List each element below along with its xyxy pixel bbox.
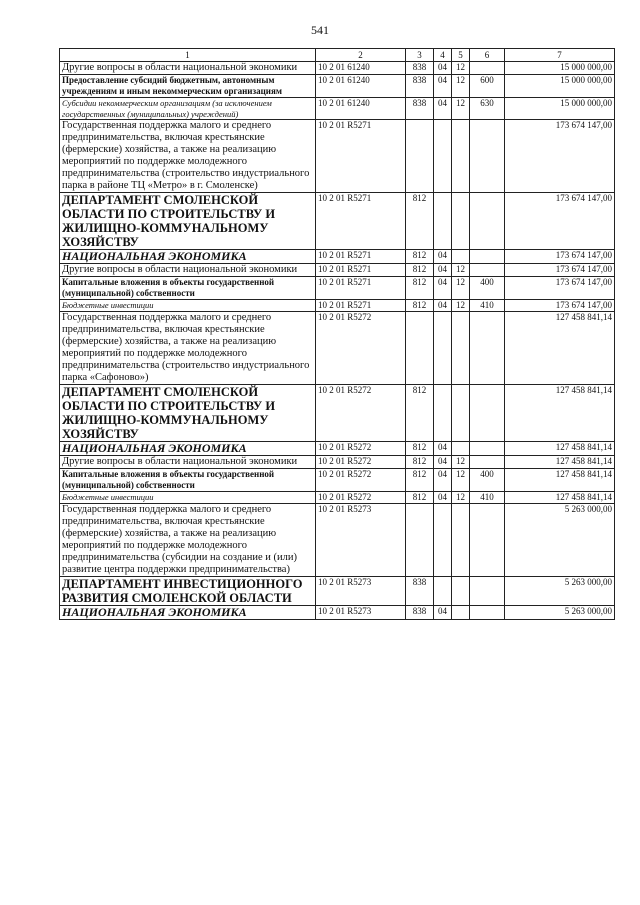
section-code-cell: 04 [434, 300, 452, 312]
amount-cell: 173 674 147,00 [505, 250, 615, 264]
grbs-code-cell: 812 [406, 277, 434, 300]
subsection-code-cell: 12 [452, 98, 470, 120]
subsection-code-cell [452, 250, 470, 264]
subsection-code-cell: 12 [452, 264, 470, 277]
amount-cell: 127 458 841,14 [505, 385, 615, 442]
grbs-code-cell: 838 [406, 75, 434, 98]
table-row [60, 277, 615, 300]
target-code-cell: 10 2 01 R5272 [316, 385, 406, 442]
expense-type-cell [470, 250, 505, 264]
target-code-cell: 10 2 01 R5271 [316, 193, 406, 250]
expenditure-name-cell: Государственная поддержка малого и среднего предпринимательства, включая крестьянские (фермерские) хозяйства, а также на реализацию мероприятий по поддержке молодежного предпринимательства (строительство индустриального парка «Сафоново») [60, 312, 316, 385]
amount-cell: 127 458 841,14 [505, 442, 615, 456]
expenditure-name-cell: НАЦИОНАЛЬНАЯ ЭКОНОМИКА [60, 606, 316, 620]
grbs-code-cell: 812 [406, 456, 434, 469]
grbs-code-cell: 838 [406, 577, 434, 606]
target-code-cell: 10 2 01 R5272 [316, 492, 406, 504]
section-code-cell: 04 [434, 606, 452, 620]
expense-type-cell [470, 442, 505, 456]
subsection-code-cell [452, 120, 470, 193]
expense-type-cell: 410 [470, 300, 505, 312]
subsection-code-cell [452, 606, 470, 620]
table-row [60, 250, 615, 264]
expenditure-name-cell: Другие вопросы в области национальной экономики [60, 264, 316, 277]
section-code-cell: 04 [434, 62, 452, 75]
table-row [60, 120, 615, 193]
expense-type-cell [470, 120, 505, 193]
subsection-code-cell: 12 [452, 75, 470, 98]
target-code-cell: 10 2 01 61240 [316, 62, 406, 75]
subsection-code-cell [452, 385, 470, 442]
header-col-3: 3 [406, 49, 434, 62]
expenditure-name-cell: ДЕПАРТАМЕНТ СМОЛЕНСКОЙ ОБЛАСТИ ПО СТРОИТЕЛЬСТВУ И ЖИЛИЩНО-КОММУНАЛЬНОМУ ХОЗЯЙСТВУ [60, 385, 316, 442]
amount-cell: 173 674 147,00 [505, 120, 615, 193]
budget-table [59, 48, 615, 620]
table-header-row [60, 49, 615, 62]
expenditure-name-cell: ДЕПАРТАМЕНТ ИНВЕСТИЦИОННОГО РАЗВИТИЯ СМОЛЕНСКОЙ ОБЛАСТИ [60, 577, 316, 606]
target-code-cell: 10 2 01 R5271 [316, 120, 406, 193]
page-number: 541 [311, 23, 329, 37]
target-code-cell: 10 2 01 R5271 [316, 277, 406, 300]
expense-type-cell [470, 264, 505, 277]
expense-type-cell [470, 385, 505, 442]
expense-type-cell: 400 [470, 277, 505, 300]
target-code-cell: 10 2 01 R5273 [316, 606, 406, 620]
section-code-cell: 04 [434, 456, 452, 469]
table-row [60, 492, 615, 504]
table-row [60, 577, 615, 606]
grbs-code-cell: 812 [406, 442, 434, 456]
amount-cell: 15 000 000,00 [505, 98, 615, 120]
section-code-cell [434, 193, 452, 250]
grbs-code-cell: 812 [406, 300, 434, 312]
expenditure-name-cell: Бюджетные инвестиции [60, 300, 316, 312]
section-code-cell: 04 [434, 277, 452, 300]
subsection-code-cell: 12 [452, 492, 470, 504]
grbs-code-cell: 812 [406, 250, 434, 264]
expense-type-cell: 410 [470, 492, 505, 504]
target-code-cell: 10 2 01 R5272 [316, 312, 406, 385]
subsection-code-cell [452, 312, 470, 385]
table-row [60, 469, 615, 492]
expenditure-name-cell: НАЦИОНАЛЬНАЯ ЭКОНОМИКА [60, 442, 316, 456]
table-row [60, 75, 615, 98]
expense-type-cell [470, 193, 505, 250]
grbs-code-cell: 838 [406, 62, 434, 75]
subsection-code-cell: 12 [452, 62, 470, 75]
amount-cell: 173 674 147,00 [505, 300, 615, 312]
table-row [60, 504, 615, 577]
header-col-6: 6 [470, 49, 505, 62]
header-col-1: 1 [60, 49, 316, 62]
target-code-cell: 10 2 01 R5271 [316, 250, 406, 264]
grbs-code-cell: 838 [406, 606, 434, 620]
target-code-cell: 10 2 01 R5273 [316, 577, 406, 606]
table-row [60, 193, 615, 250]
subsection-code-cell [452, 442, 470, 456]
expenditure-name-cell: Другие вопросы в области национальной экономики [60, 456, 316, 469]
amount-cell: 173 674 147,00 [505, 277, 615, 300]
section-code-cell [434, 385, 452, 442]
table-row [60, 300, 615, 312]
subsection-code-cell: 12 [452, 277, 470, 300]
grbs-code-cell: 838 [406, 98, 434, 120]
table-row [60, 264, 615, 277]
section-code-cell [434, 312, 452, 385]
expenditure-name-cell: Государственная поддержка малого и среднего предпринимательства, включая крестьянские (фермерские) хозяйства, а также на реализацию мероприятий по поддержке молодежного предпринимательства (субсидии на создание и (или) развитие центра поддержки предпринимательства) [60, 504, 316, 577]
table-row [60, 62, 615, 75]
subsection-code-cell [452, 193, 470, 250]
expense-type-cell [470, 504, 505, 577]
amount-cell: 127 458 841,14 [505, 456, 615, 469]
expenditure-name-cell: ДЕПАРТАМЕНТ СМОЛЕНСКОЙ ОБЛАСТИ ПО СТРОИТЕЛЬСТВУ И ЖИЛИЩНО-КОММУНАЛЬНОМУ ХОЗЯЙСТВУ [60, 193, 316, 250]
grbs-code-cell [406, 120, 434, 193]
amount-cell: 127 458 841,14 [505, 492, 615, 504]
section-code-cell: 04 [434, 75, 452, 98]
expenditure-name-cell: Государственная поддержка малого и среднего предпринимательства, включая крестьянские (фермерские) хозяйства, а также на реализацию мероприятий по поддержке молодежного предпринимательства (строительство индустриального парка в районе ТЦ «Метро» в г. Смоленске) [60, 120, 316, 193]
target-code-cell: 10 2 01 R5272 [316, 456, 406, 469]
section-code-cell: 04 [434, 250, 452, 264]
expense-type-cell: 600 [470, 75, 505, 98]
expenditure-name-cell: Предоставление субсидий бюджетным, автономным учреждениям и иным некоммерческим организациям [60, 75, 316, 98]
expense-type-cell [470, 456, 505, 469]
subsection-code-cell [452, 504, 470, 577]
expense-type-cell [470, 606, 505, 620]
section-code-cell [434, 504, 452, 577]
header-col-2: 2 [316, 49, 406, 62]
expense-type-cell: 630 [470, 98, 505, 120]
amount-cell: 173 674 147,00 [505, 264, 615, 277]
header-col-4: 4 [434, 49, 452, 62]
header-col-5: 5 [452, 49, 470, 62]
section-code-cell: 04 [434, 492, 452, 504]
expenditure-name-cell: Капитальные вложения в объекты государственной (муниципальной) собственности [60, 277, 316, 300]
subsection-code-cell: 12 [452, 300, 470, 312]
expense-type-cell [470, 62, 505, 75]
amount-cell: 127 458 841,14 [505, 469, 615, 492]
subsection-code-cell [452, 577, 470, 606]
section-code-cell [434, 577, 452, 606]
target-code-cell: 10 2 01 R5273 [316, 504, 406, 577]
expense-type-cell [470, 577, 505, 606]
grbs-code-cell: 812 [406, 492, 434, 504]
target-code-cell: 10 2 01 R5272 [316, 469, 406, 492]
subsection-code-cell: 12 [452, 456, 470, 469]
amount-cell: 15 000 000,00 [505, 62, 615, 75]
expenditure-name-cell: Субсидии некоммерческим организациям (за исключением государственных (муниципальных) учреждений) [60, 98, 316, 120]
subsection-code-cell: 12 [452, 469, 470, 492]
amount-cell: 5 263 000,00 [505, 606, 615, 620]
target-code-cell: 10 2 01 61240 [316, 98, 406, 120]
expenditure-name-cell: Бюджетные инвестиции [60, 492, 316, 504]
section-code-cell: 04 [434, 264, 452, 277]
grbs-code-cell [406, 312, 434, 385]
amount-cell: 15 000 000,00 [505, 75, 615, 98]
grbs-code-cell [406, 504, 434, 577]
amount-cell: 5 263 000,00 [505, 504, 615, 577]
expense-type-cell: 400 [470, 469, 505, 492]
header-col-7: 7 [505, 49, 615, 62]
section-code-cell [434, 120, 452, 193]
section-code-cell: 04 [434, 98, 452, 120]
table-row [60, 606, 615, 620]
target-code-cell: 10 2 01 R5271 [316, 300, 406, 312]
table-row [60, 385, 615, 442]
grbs-code-cell: 812 [406, 385, 434, 442]
expenditure-name-cell: Капитальные вложения в объекты государственной (муниципальной) собственности [60, 469, 316, 492]
target-code-cell: 10 2 01 R5271 [316, 264, 406, 277]
section-code-cell: 04 [434, 469, 452, 492]
expenditure-name-cell: НАЦИОНАЛЬНАЯ ЭКОНОМИКА [60, 250, 316, 264]
table-row [60, 456, 615, 469]
amount-cell: 5 263 000,00 [505, 577, 615, 606]
amount-cell: 127 458 841,14 [505, 312, 615, 385]
section-code-cell: 04 [434, 442, 452, 456]
expenditure-name-cell: Другие вопросы в области национальной экономики [60, 62, 316, 75]
table-row [60, 312, 615, 385]
amount-cell: 173 674 147,00 [505, 193, 615, 250]
target-code-cell: 10 2 01 R5272 [316, 442, 406, 456]
target-code-cell: 10 2 01 61240 [316, 75, 406, 98]
grbs-code-cell: 812 [406, 469, 434, 492]
expense-type-cell [470, 312, 505, 385]
table-row [60, 442, 615, 456]
grbs-code-cell: 812 [406, 193, 434, 250]
grbs-code-cell: 812 [406, 264, 434, 277]
table-row [60, 98, 615, 120]
